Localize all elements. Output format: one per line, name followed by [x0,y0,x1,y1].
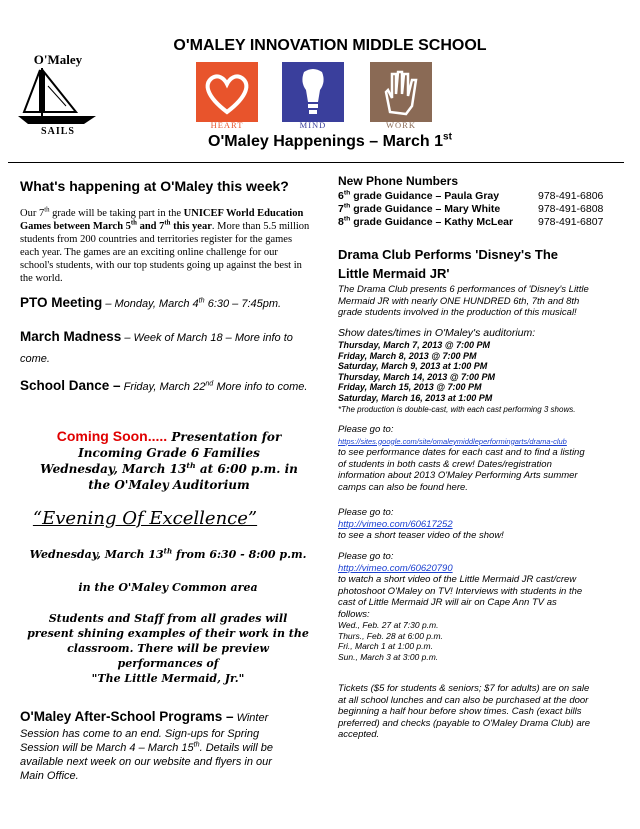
drama-club-site-link[interactable]: https://sites.google.com/site/omaleymiddleperformingarts/drama-club [338,436,567,446]
double-cast-note: *The production is double-cast, with each cast performing 3 shows. [338,405,576,414]
logo-top-text: O'Maley [33,52,83,67]
evening-of-excellence-title: “Evening Of Excellence” [32,508,258,529]
coming-soon-block: Coming Soon..... Presentation for Incoming Grade 6 Families Wednesday, March 13th at 6:00 p.m. in the O'Maley Auditorium [40,428,298,492]
lightbulb-icon [282,62,344,122]
phones-heading: New Phone Numbers [338,174,459,188]
link1-block: Please go to: https://sites.google.com/site/omaleymiddleperformingarts/drama-club to see performance dates for each cast and to find a listing of students in both casts & crew! Dates/registration information about 2013 O'Maley Performing Arts summer camps can also be found here. [338,424,630,493]
phone-row: 6th grade Guidance – Paula Gray 978-491-6806 [338,189,604,202]
work-caption: WORK [386,120,416,130]
heart-caption: HEART [210,120,244,130]
drama-intro: The Drama Club presents 6 performances of 'Disney's Little Mermaid JR with nearly ONE HUNDRED 6th, 7th and 8th grade students involved in the production of this musical! [338,284,589,318]
phone-row: 8th grade Guidance – Kathy McLear 978-491-6807 [338,215,604,228]
school-dance: School Dance – Friday, March 22nd More info to come. [20,378,308,393]
march-madness: March Madness – Week of March 18 – More info to come. [20,329,293,365]
coming-soon-label: Coming Soon..... [56,428,168,444]
photoshoot-video-link[interactable]: http://vimeo.com/60620790 [338,562,453,574]
excellence-description: Students and Staff from all grades will present shining examples of their work in the classroom. There will be preview performances of "The Little Mermaid, Jr." [27,612,309,685]
excellence-date: Wednesday, March 13th from 6:30 - 8:00 p.m. [29,546,307,561]
pto-meeting: PTO Meeting – Monday, March 4th 6:30 – 7:45pm. [20,295,282,310]
teaser-video-link[interactable]: http://vimeo.com/60617252 [338,518,453,530]
link3-block: Please go to: http://vimeo.com/60620790 to watch a short video of the Little Mermaid JR cast/crew photoshoot O'Maley on TV! Interviews with students in the cast of Little Mermaid JR will air on Cape Ann TV as follows: Wed., Feb. 27 at 7:30 p.m. Thurs., Feb. 28 at 6:00 p.m. Fri., March 1 at 1:00 p.m. Sun., March 3 at 3:00 p.m. [338,551,630,662]
logo-bottom-text: SAILS [41,126,75,137]
link2-block: Please go to: http://vimeo.com/60617252 to see a short teaser video of the show! [338,507,630,542]
after-school-heading: O'Maley After-School Programs – Winter [20,709,269,724]
excellence-place: in the O'Maley Common area [78,581,258,594]
omaley-sails-logo [8,52,118,142]
happenings-title: O'Maley Happenings – March 1st [208,131,452,150]
sailboat-icon [18,66,100,126]
whats-happening-heading: What's happening at O'Maley this week? [20,178,289,194]
phone-row: 7th grade Guidance – Mary White 978-491-6808 [338,202,604,215]
phone-list [338,190,630,229]
unicef-paragraph: Our 7th grade will be taking part in the UNICEF World Education Games between March 5th and 7th this year. More than 5.5 million students from 200 countries and territories register for the games each year. The games are an exciting online challenge for our school's students, with our top students going up against the best in the world. [20,206,310,284]
school-title: O'MALEY INNOVATION MIDDLE SCHOOL [173,37,487,54]
heart-hands-icon [196,62,258,122]
header-divider [8,162,624,163]
hand-icon [370,62,432,122]
mind-caption: MIND [299,120,327,130]
show-dates-heading: Show dates/times in O'Maley's auditorium: [338,327,536,339]
show-dates-list: Thursday, March 7, 2013 @ 7:00 PM Friday, March 8, 2013 @ 7:00 PM Saturday, March 9, 2013 at 1:00 PM Thursday, March 14, 2013 @ 7:00 PM Friday, March 15, 2013 @ 7:00 PM Saturday, March 16, 2013 at 1:00 PM [338,340,496,403]
tickets-paragraph: Tickets ($5 for students & seniors; $7 for adults) are on sale at all school lunches and can also be purchased at the door beginning a half hour before show times. Cash (exact bills preferred) and checks (payable to O'Maley Drama Club) are accepted. [338,683,591,740]
after-school-body: Session has come to an end. Sign-ups for Spring Session will be March 4 – March 15th. Details will be available next week on our website and flyers in our Main Office. [20,728,273,782]
drama-heading: Drama Club Performs 'Disney's The Little Mermaid JR' [338,247,559,281]
